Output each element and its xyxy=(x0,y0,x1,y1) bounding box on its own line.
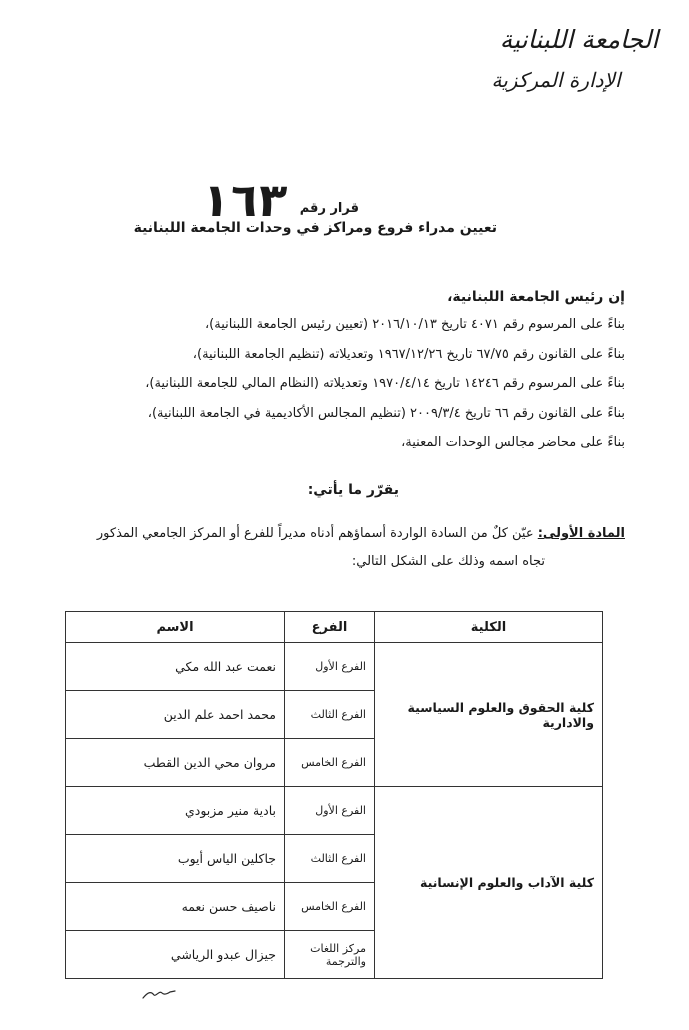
recital-line: بناءً على المرسوم رقم ٤٠٧١ تاريخ ٢٠١٦/١٠/١٣ (تعيين رئيس الجامعة اللبنانية)، xyxy=(204,317,625,332)
name-cell: نعمت عبد الله مكي xyxy=(66,643,285,691)
header-college: الكلية xyxy=(375,612,603,643)
recital-line: بناءً على المرسوم رقم ١٤٢٤٦ تاريخ ١٩٧٠/٤/١٤ وتعديلاته (النظام المالي للجامعة اللبنانية)، xyxy=(145,376,625,391)
header-branch: الفرع xyxy=(285,612,375,643)
document-title: تعيين مدراء فروع ومراكز في وحدات الجامعة اللبنانية xyxy=(133,220,497,236)
name-cell: جاكلين الياس أيوب xyxy=(66,835,285,883)
preamble xyxy=(45,284,625,458)
college-cell: كلية الحقوق والعلوم السياسية والادارية xyxy=(375,643,603,787)
recital-line: بناءً على القانون رقم ٦٦ تاريخ ٢٠٠٩/٣/٤ (تنظيم المجالس الأكاديمية في الجامعة اللبنانية)، xyxy=(147,405,625,421)
appointments-table xyxy=(65,611,603,979)
article-text: عيّن كلٌ من السادة الواردة أسماؤهم أدناه مديراً للفرع أو المركز الجامعي المذكور xyxy=(96,526,534,541)
name-cell: ناصيف حسن نعمه xyxy=(66,883,285,931)
branch-cell: الفرع الثالث xyxy=(285,835,375,883)
table-row xyxy=(66,643,603,691)
decision-number: ١٦٣ xyxy=(198,173,289,227)
header-name: الاسم xyxy=(66,612,285,643)
table-row xyxy=(66,787,603,835)
article-one xyxy=(55,520,625,576)
initials-signature xyxy=(142,986,176,1000)
branch-cell: مركز اللغات والترجمة xyxy=(285,931,375,979)
branch-cell: الفرع الخامس xyxy=(285,739,375,787)
college-cell: كلية الآداب والعلوم الإنسانية xyxy=(375,787,603,979)
table-header-row xyxy=(66,612,603,643)
name-cell: جيزال عبدو الرياشي xyxy=(66,931,285,979)
branch-cell: الفرع الأول xyxy=(285,643,375,691)
decision-header xyxy=(198,173,360,227)
branch-cell: الفرع الثالث xyxy=(285,691,375,739)
decision-label: قرار رقم xyxy=(299,201,359,216)
article-one-line xyxy=(55,520,625,548)
name-cell: مروان محي الدين القطب xyxy=(66,739,285,787)
article-text-continued: تجاه اسمه وذلك على الشكل التالي: xyxy=(351,554,545,569)
university-name: الجامعة اللبنانية xyxy=(499,25,659,54)
branch-cell: الفرع الأول xyxy=(285,787,375,835)
recital-line: بناءً على محاضر مجالس الوحدات المعنية، xyxy=(401,435,625,450)
decides-heading: يقرّر ما يأتي: xyxy=(307,482,399,498)
opening-line: إن رئيس الجامعة اللبنانية، xyxy=(447,289,625,305)
name-cell: بادية منير مزبودي xyxy=(66,787,285,835)
name-cell: محمد احمد علم الدين xyxy=(66,691,285,739)
branch-cell: الفرع الخامس xyxy=(285,883,375,931)
letterhead xyxy=(479,22,679,96)
administration-name: الإدارة المركزية xyxy=(491,68,621,92)
recital-line: بناءً على القانون رقم ٦٧/٧٥ تاريخ ١٩٦٧/١٢/٢٦ وتعديلاته (تنظيم الجامعة اللبنانية)، xyxy=(192,346,625,362)
article-label: المادة الأولى: xyxy=(537,526,625,541)
